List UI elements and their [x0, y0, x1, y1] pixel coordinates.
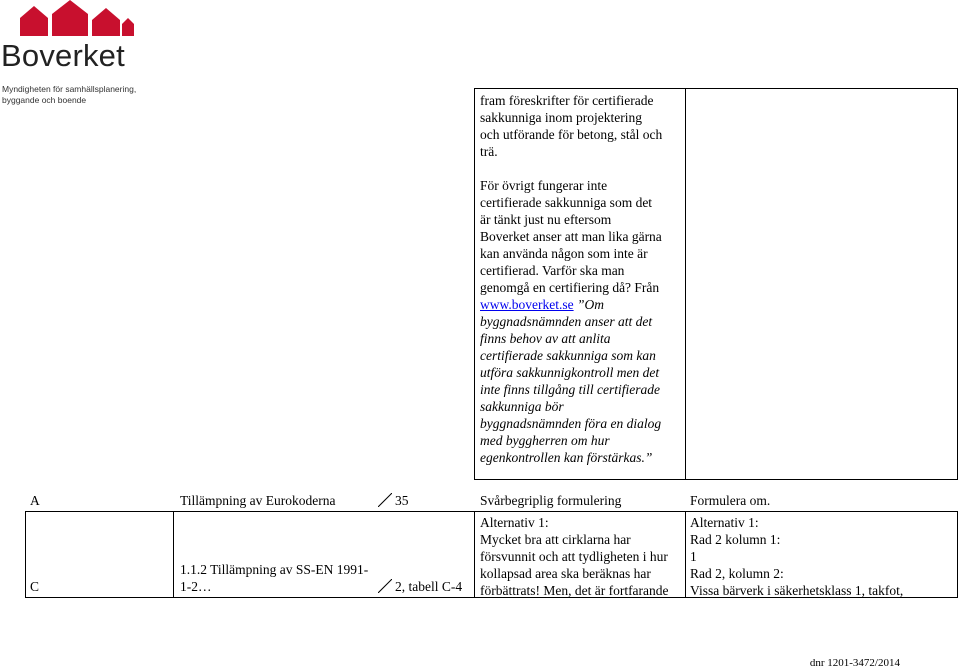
- proposal-line: Vissa bärverk i säkerhetsklass 1, takfot,: [690, 583, 904, 598]
- row-a-slash-icon: [378, 493, 392, 507]
- para2-line: är tänkt just nu eftersom: [480, 212, 612, 227]
- quote-line: egenkontrollen kan förstärkas.”: [480, 450, 653, 465]
- row-c-proposal: [690, 514, 903, 599]
- para1-line: trä.: [480, 144, 498, 159]
- logo-tagline-line1: Myndigheten för samhällsplanering,: [2, 84, 137, 94]
- boverket-logo: [0, 0, 150, 110]
- row-c-border-col3: [685, 511, 686, 598]
- row-a-action: Formulera om.: [690, 493, 771, 508]
- top-cell-top-border: [474, 88, 958, 89]
- comment-line: försvunnit och att tydligheten i hur: [480, 549, 668, 564]
- boverket-link[interactable]: www.boverket.se: [480, 297, 574, 312]
- para2-line: För övrigt fungerar inte: [480, 178, 608, 193]
- proposal-line: 1: [690, 549, 697, 564]
- row-a-page: 35: [395, 493, 409, 508]
- row-c-border-left: [25, 511, 26, 598]
- row-c-letter: C: [30, 579, 40, 594]
- comment-line: kollapsad area ska beräknas har: [480, 566, 651, 581]
- row-c-slash-icon: [378, 579, 392, 593]
- quote-line: certifierade sakkunniga som kan: [480, 348, 656, 363]
- house-roofs-icon: [18, 0, 134, 38]
- para2-line: certifierade sakkunniga som det: [480, 195, 653, 210]
- row-c-border-right: [957, 511, 958, 598]
- quote-line: med byggherren om hur: [480, 433, 610, 448]
- logo-wordmark: Boverket: [1, 38, 125, 73]
- row-c-section-line2: 1-2…: [180, 579, 212, 594]
- row-c-top-border: [25, 511, 958, 512]
- quote-line: byggnadsnämnden anser att det: [480, 314, 653, 329]
- row-c-border-col2: [474, 511, 475, 598]
- top-cell-bottom-border: [474, 479, 958, 480]
- para2-line: genomgå en certifiering då? Från: [480, 280, 660, 295]
- para1-line: sakkunniga inom projektering: [480, 110, 642, 125]
- quote-line: inte finns tillgång till certifierade: [480, 382, 660, 397]
- top-cell-right-border: [957, 88, 958, 480]
- quote-line: sakkunniga bör: [480, 399, 564, 414]
- comment-line: Mycket bra att cirklarna har: [480, 532, 631, 547]
- top-cell-left-border: [474, 88, 475, 480]
- row-c-comment: [480, 514, 669, 599]
- para1-line: och utförande för betong, stål och: [480, 127, 663, 142]
- row-a-letter: A: [30, 493, 40, 508]
- comment-line: Alternativ 1:: [480, 515, 549, 530]
- top-cell-content: [480, 92, 662, 466]
- proposal-line: Rad 2 kolumn 1:: [690, 532, 781, 547]
- row-c-section: [180, 561, 368, 595]
- proposal-line: Rad 2, kolumn 2:: [690, 566, 784, 581]
- para1-line: fram föreskrifter för certifierade: [480, 93, 654, 108]
- para2-line: certifierad. Varför ska man: [480, 263, 625, 278]
- document-reference: dnr 1201-3472/2014: [809, 657, 900, 669]
- logo-tagline: [2, 84, 136, 106]
- quote-start: ”Om: [573, 297, 604, 312]
- proposal-line: Alternativ 1:: [690, 515, 759, 530]
- link-line: [480, 296, 662, 313]
- row-c-section-line1: 1.1.2 Tillämpning av SS-EN 1991-: [180, 562, 369, 577]
- quote-line: utföra sakkunnigkontroll men det: [480, 365, 660, 380]
- row-c-ref: 2, tabell C-4: [395, 579, 463, 594]
- para2-line: Boverket anser att man lika gärna: [480, 229, 662, 244]
- quote-line: byggnadsnämnden föra en dialog: [480, 416, 662, 431]
- row-a-title: Tillämpning av Eurokoderna: [180, 493, 336, 508]
- row-a-issue: Svårbegriplig formulering: [480, 493, 622, 508]
- quote-line: finns behov av att anlita: [480, 331, 611, 346]
- para2-line: kan använda någon som inte är: [480, 246, 648, 261]
- logo-tagline-line2: byggande och boende: [2, 95, 87, 105]
- top-cell-mid-border: [685, 88, 686, 480]
- row-c-border-col1: [173, 511, 174, 598]
- comment-line: förbättrats! Men, det är fortfarande: [480, 583, 669, 598]
